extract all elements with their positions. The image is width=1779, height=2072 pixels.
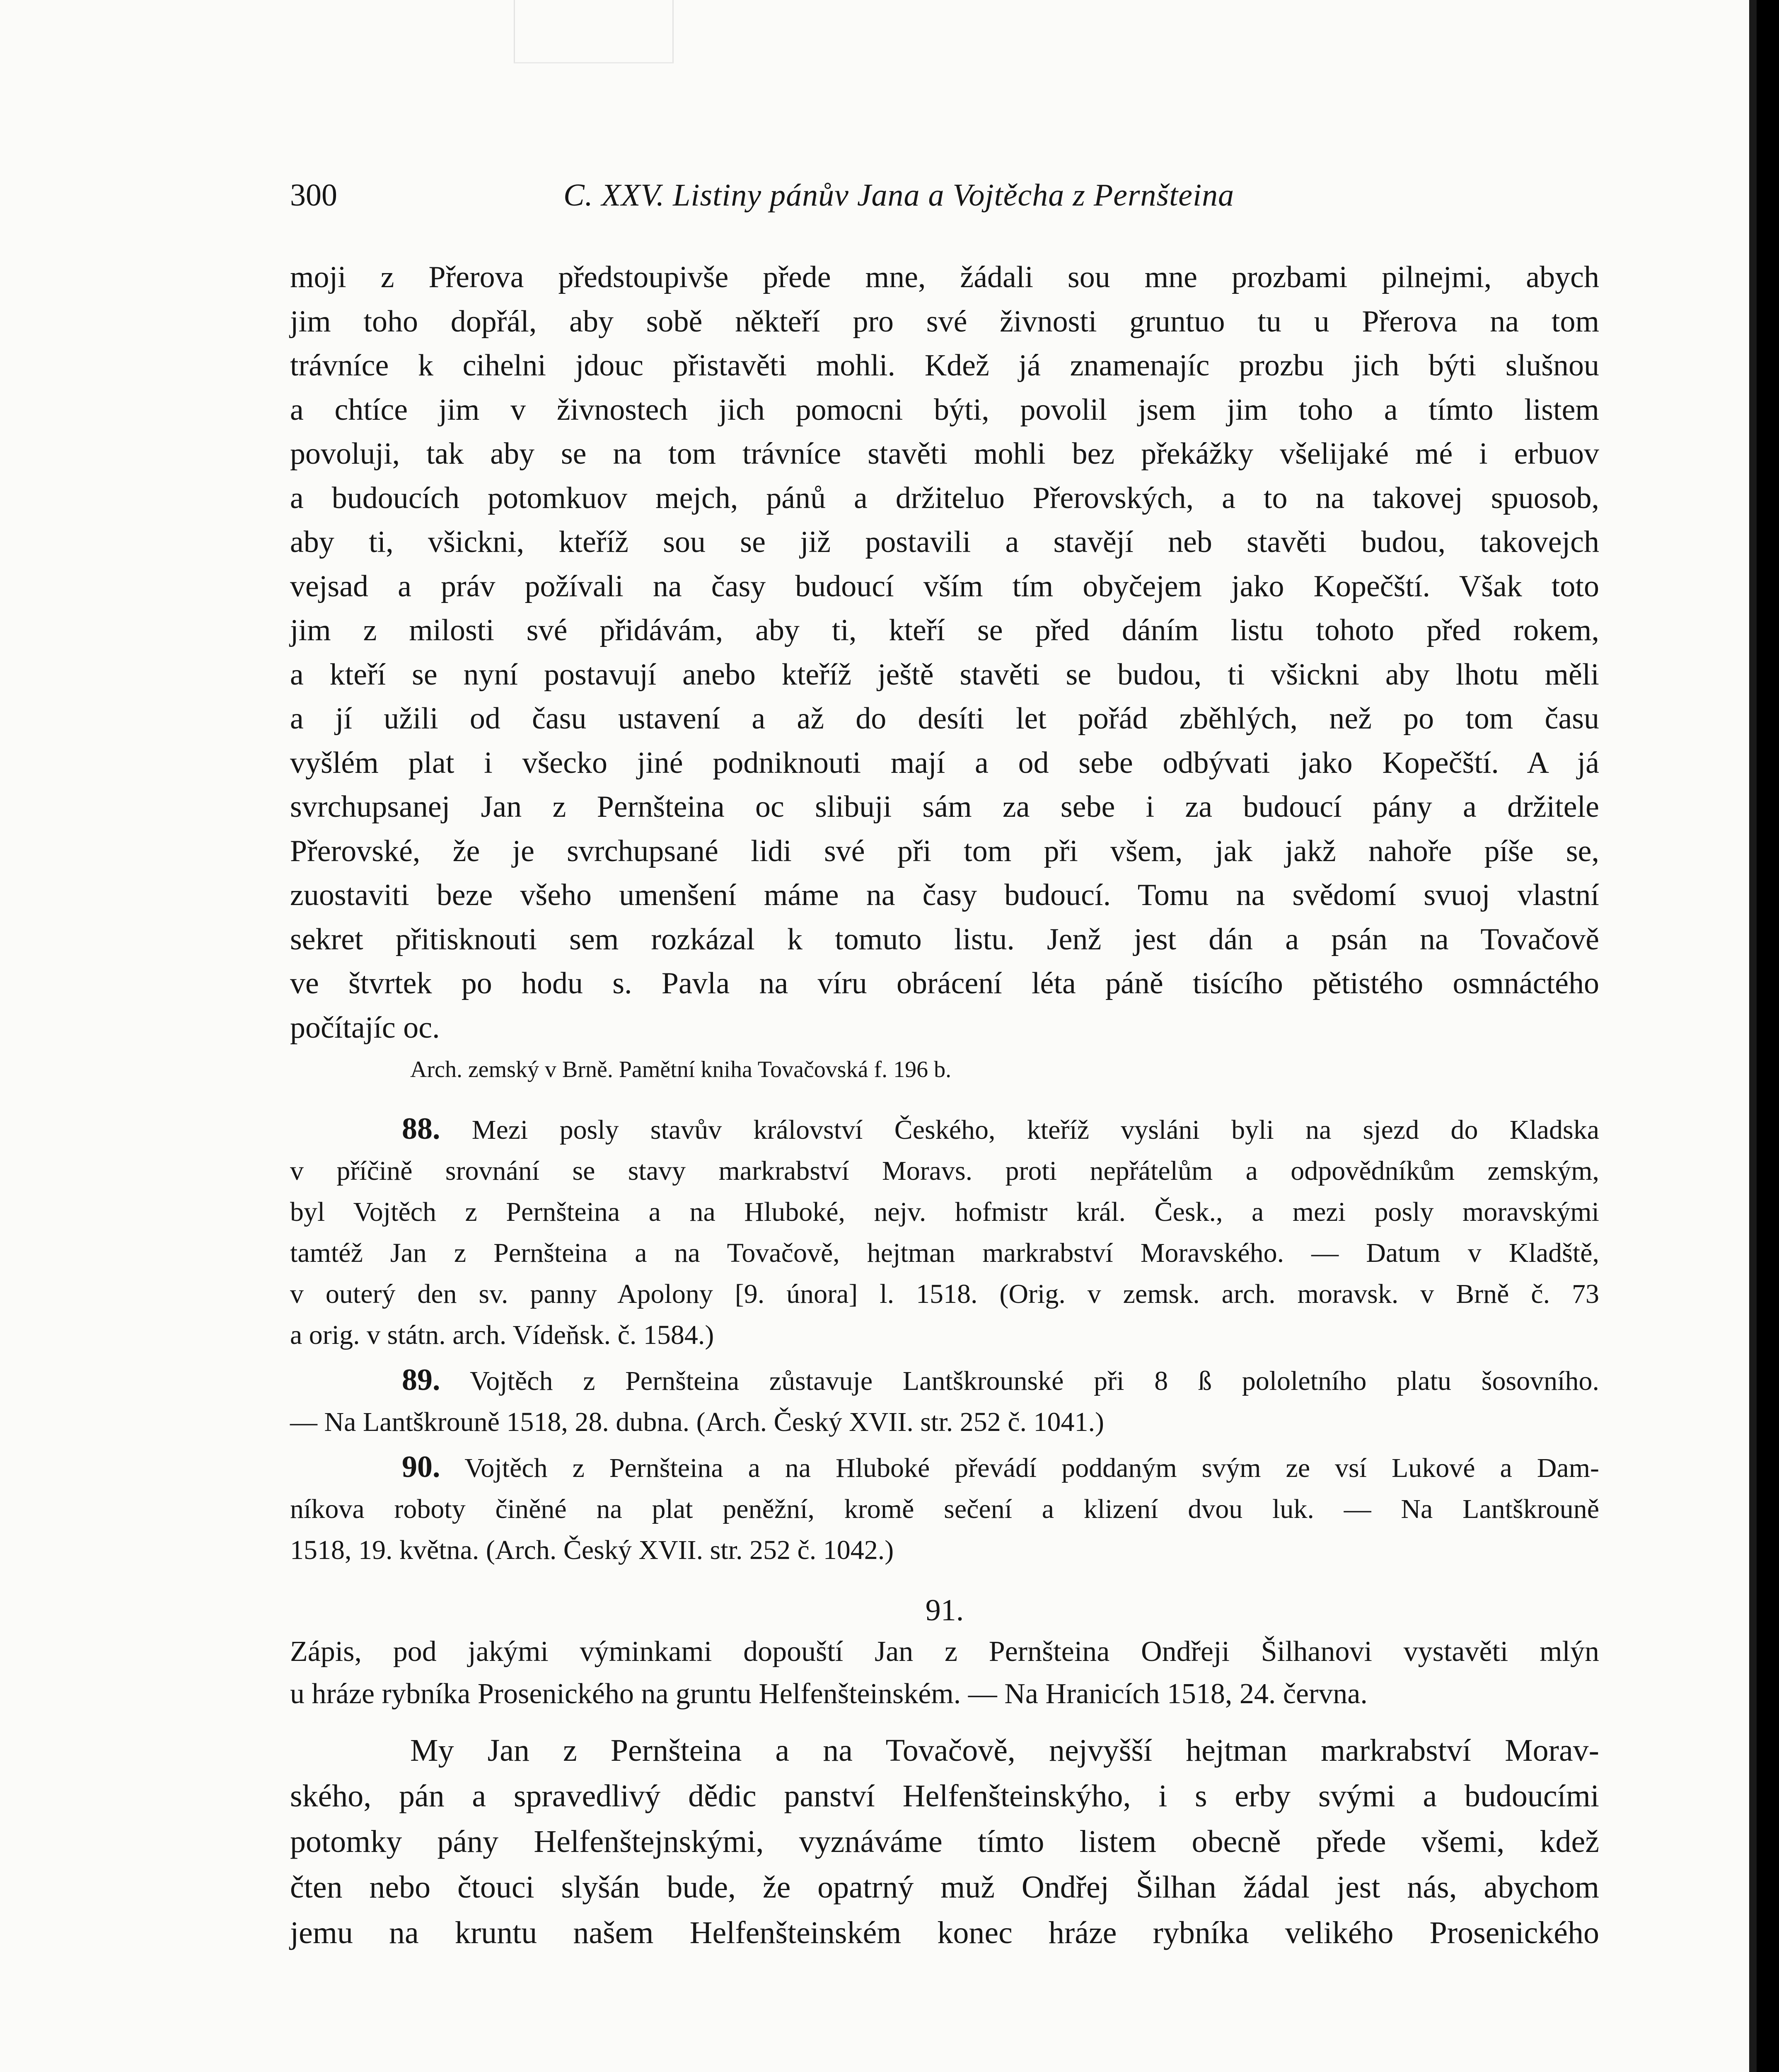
text-line: zuostaviti beze všeho umenšení máme na časy budoucí. Tomu na svědomí svuoj vlastní xyxy=(290,878,1599,912)
text-line: jim toho dopřál, aby sobě někteří pro své živnosti gruntuo tu u Přerova na tom xyxy=(290,304,1599,339)
regest-number: 90. xyxy=(402,1450,440,1484)
text-line: tamtéž Jan z Pernšteina a na Tovačově, hejtman markrabství Moravského. — Datum v Kladště, xyxy=(290,1238,1599,1268)
text-line: aby ti, všickni, kteříž sou se již postavili a stavějí neb stavěti budou, takovejch xyxy=(290,525,1599,559)
regest-number: 88. xyxy=(402,1112,440,1146)
text-line: 1518, 19. května. (Arch. Český XVII. str. 252 č. 1042.) xyxy=(290,1535,894,1565)
archive-note: Arch. zemský v Brně. Pamětní kniha Tovačovská f. 196 b. xyxy=(410,1057,952,1082)
running-head xyxy=(290,166,1599,215)
text-line: jim z milosti své přidávám, aby ti, kteří se před dáním listu tohoto před rokem, xyxy=(290,613,1599,647)
regest-entry-90 xyxy=(290,1447,1599,1571)
regest-text: Mezi posly stavův království Českého, kteříž vysláni byli na sjezd do Kladska xyxy=(471,1115,1600,1145)
text-line: níkova roboty činěné na plat peněžní, kromě sečení a klizení dvou luk. — Na Lantškrouně xyxy=(290,1494,1599,1524)
text-line xyxy=(290,1447,1599,1489)
text-line: svrchupsanej Jan z Pernšteina oc slibuji sám za sebe i za budoucí pány a držitele xyxy=(290,790,1599,824)
text-line: Zápis, pod jakými výminkami dopouští Jan z Pernšteina Ondřeji Šilhanovi vystavěti mlýn xyxy=(290,1636,1599,1668)
text-line: vyšlém plat i všecko jiné podniknouti mají a od sebe odbývati jako Kopečští. A já xyxy=(290,746,1599,780)
text-line: Přerovské, že je svrchupsané lidi své při tom při všem, jak jakž nahoře píše se, xyxy=(290,834,1599,868)
text-line: My Jan z Pernšteina a na Tovačově, nejvyšší hejtman markrabství Morav- xyxy=(410,1733,1599,1768)
text-line: u hráze rybníka Prosenického na gruntu Helfenšteinském. — Na Hranicích 1518, 24. června. xyxy=(290,1678,1368,1710)
regest-text: Vojtěch z Pernšteina a na Hluboké převádí poddaným svým ze vsí Lukové a Dam- xyxy=(464,1453,1600,1483)
page-edge xyxy=(1749,0,1757,2072)
text-line: v outerý den sv. panny Apolony [9. února] l. 1518. (Orig. v zemsk. arch. moravsk. v Brně č. 73 xyxy=(290,1279,1599,1309)
document-number: 91. xyxy=(925,1593,964,1627)
text-line: moji z Přerova předstoupivše přede mne, žádali sou mne prozbami pilnejmi, abych xyxy=(290,260,1599,294)
running-title: C. XXV. Listiny pánův Jana a Vojtěcha z Pernšteina xyxy=(563,178,1235,213)
text-line: jemu na kruntu našem Helfenšteinském konec hráze rybníka velikého Prosenického xyxy=(290,1915,1599,1950)
text-line xyxy=(290,1360,1599,1402)
page-number: 300 xyxy=(290,178,337,213)
page-content xyxy=(290,166,1599,1956)
text-line: vejsad a práv požívali na časy budoucí vším tím obyčejem jako Kopečští. Však toto xyxy=(290,569,1599,603)
regest-number: 89. xyxy=(402,1363,440,1397)
document-91-text xyxy=(290,1728,1599,1956)
text-line: ve štvrtek po hodu s. Pavla na víru obrácení léta páně tisícího pětistého osmnáctého xyxy=(290,966,1599,1000)
text-line: a jí užili od času ustavení a až do desíti let pořád zběhlých, než po tom času xyxy=(290,702,1599,736)
text-line: a chtíce jim v živnostech jich pomocni býti, povolil jsem jim toho a tímto listem xyxy=(290,392,1599,427)
text-line: a budoucích potomkuov mejch, pánů a držiteluo Přerovských, a to na takovej spuosob, xyxy=(290,481,1599,515)
text-line: počítajíc oc. xyxy=(290,1010,440,1045)
regesta-section xyxy=(290,1109,1599,1571)
text-line: ského, pán a spravedlivý dědic panství Helfenšteinskýho, i s erby svými a budoucími xyxy=(290,1779,1599,1813)
text-line: v příčině srovnání se stavy markrabství Moravs. proti nepřátelům a odpovědníkům zemským, xyxy=(290,1156,1599,1186)
regest-entry-89 xyxy=(290,1360,1599,1443)
text-line: a kteří se nyní postavují anebo kteříž ještě stavěti se budou, ti všickni aby lhotu měli xyxy=(290,657,1599,692)
document-text xyxy=(290,255,1599,1050)
text-line: povoluji, tak aby se na tom trávníce stavěti mohli bez překážky všelijaké mé i erbuov xyxy=(290,437,1599,471)
text-line: čten nebo čtouci slyšán bude, že opatrný muž Ondřej Šilhan žádal jest nás, abychom xyxy=(290,1870,1599,1905)
text-line: potomky pány Helfenštejnskými, vyznáváme tímto listem obecně přede všemi, kdež xyxy=(290,1824,1599,1859)
text-line: a orig. v státn. arch. Vídeňsk. č. 1584.) xyxy=(290,1320,714,1350)
text-line: byl Vojtěch z Pernšteina a na Hluboké, nejv. hofmistr král. Česk., a mezi posly moravskými xyxy=(290,1197,1599,1227)
text-line: sekret přitisknouti sem rozkázal k tomuto listu. Jenž jest dán a psán na Tovačově xyxy=(290,922,1599,956)
regest-entry-88 xyxy=(290,1109,1599,1356)
text-line xyxy=(290,1109,1599,1150)
text-line: — Na Lantškrouně 1518, 28. dubna. (Arch. Český XVII. str. 252 č. 1041.) xyxy=(290,1407,1104,1437)
regest-text: Vojtěch z Pernšteina zůstavuje Lantškrounské při 8 ß pololetního platu šosovního. xyxy=(470,1366,1599,1396)
text-line: trávníce k cihelni jdouc přistavěti mohli. Kdež já znamenajíc prozbu jich býti slušnou xyxy=(290,349,1599,382)
library-stamp-mark xyxy=(514,0,674,63)
document-summary xyxy=(290,1631,1599,1715)
